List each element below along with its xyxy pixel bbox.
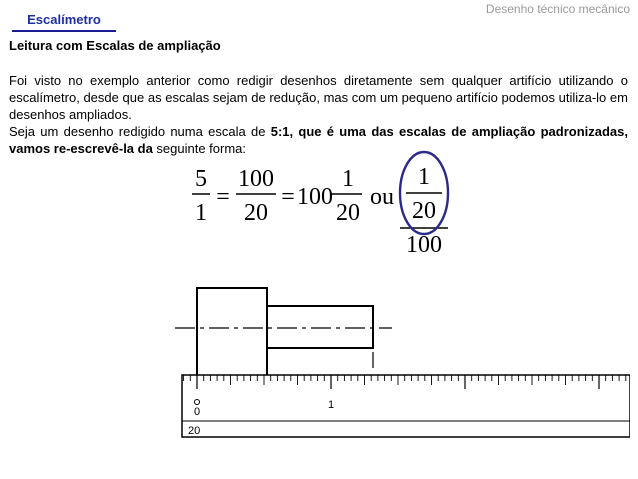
coefficient: 100 <box>297 184 333 210</box>
body-text <box>9 72 628 157</box>
fraction-3-numerator: 1 <box>342 166 354 192</box>
part-small-cylinder <box>267 306 373 348</box>
part-large-cylinder <box>197 288 267 376</box>
or-word: ou <box>370 184 394 210</box>
equals-sign-2: = <box>281 184 295 210</box>
fraction-2-numerator: 100 <box>238 166 274 192</box>
fraction-4-middle: 20 <box>412 198 436 224</box>
ruler-label-1: 1 <box>327 399 335 411</box>
page-title: Leitura com Escalas de ampliação <box>9 38 221 53</box>
section-tab: Escalímetro <box>12 10 116 32</box>
scale-label-20: 20 <box>188 425 201 437</box>
fraction-1-denominator: 1 <box>195 200 207 226</box>
paragraph-2-end: seguinte forma: <box>152 141 247 156</box>
technical-drawing <box>170 280 630 440</box>
scale-formula <box>190 148 460 260</box>
equals-sign-1: = <box>216 184 230 210</box>
header-subtitle: Desenho técnico mecânico <box>485 2 630 16</box>
fraction-3-denominator: 20 <box>336 200 360 226</box>
fraction-4-denominator: 100 <box>406 232 442 258</box>
paragraph-1: Foi visto no exemplo anterior como redigir desenhos diretamente sem qualquer artifício utilizando o escalímetro, desde que as escalas sejam de redução, mas com um pequeno artifício podemos utiliza-lo em desenhos ampliados. <box>9 73 628 122</box>
fraction-2-denominator: 20 <box>244 200 268 226</box>
scale-ruler <box>182 375 630 437</box>
fraction-4-numerator: 1 <box>418 164 430 190</box>
paragraph-2-start: Seja um desenho redigido numa escala de <box>9 124 271 139</box>
ruler-label-0: 0 <box>193 406 201 418</box>
paragraph-2-bold: 5:1, que é uma das escalas de ampliação padronizadas, vamos re-escrevê-la da <box>9 124 628 156</box>
fraction-1-numerator: 5 <box>195 166 207 192</box>
